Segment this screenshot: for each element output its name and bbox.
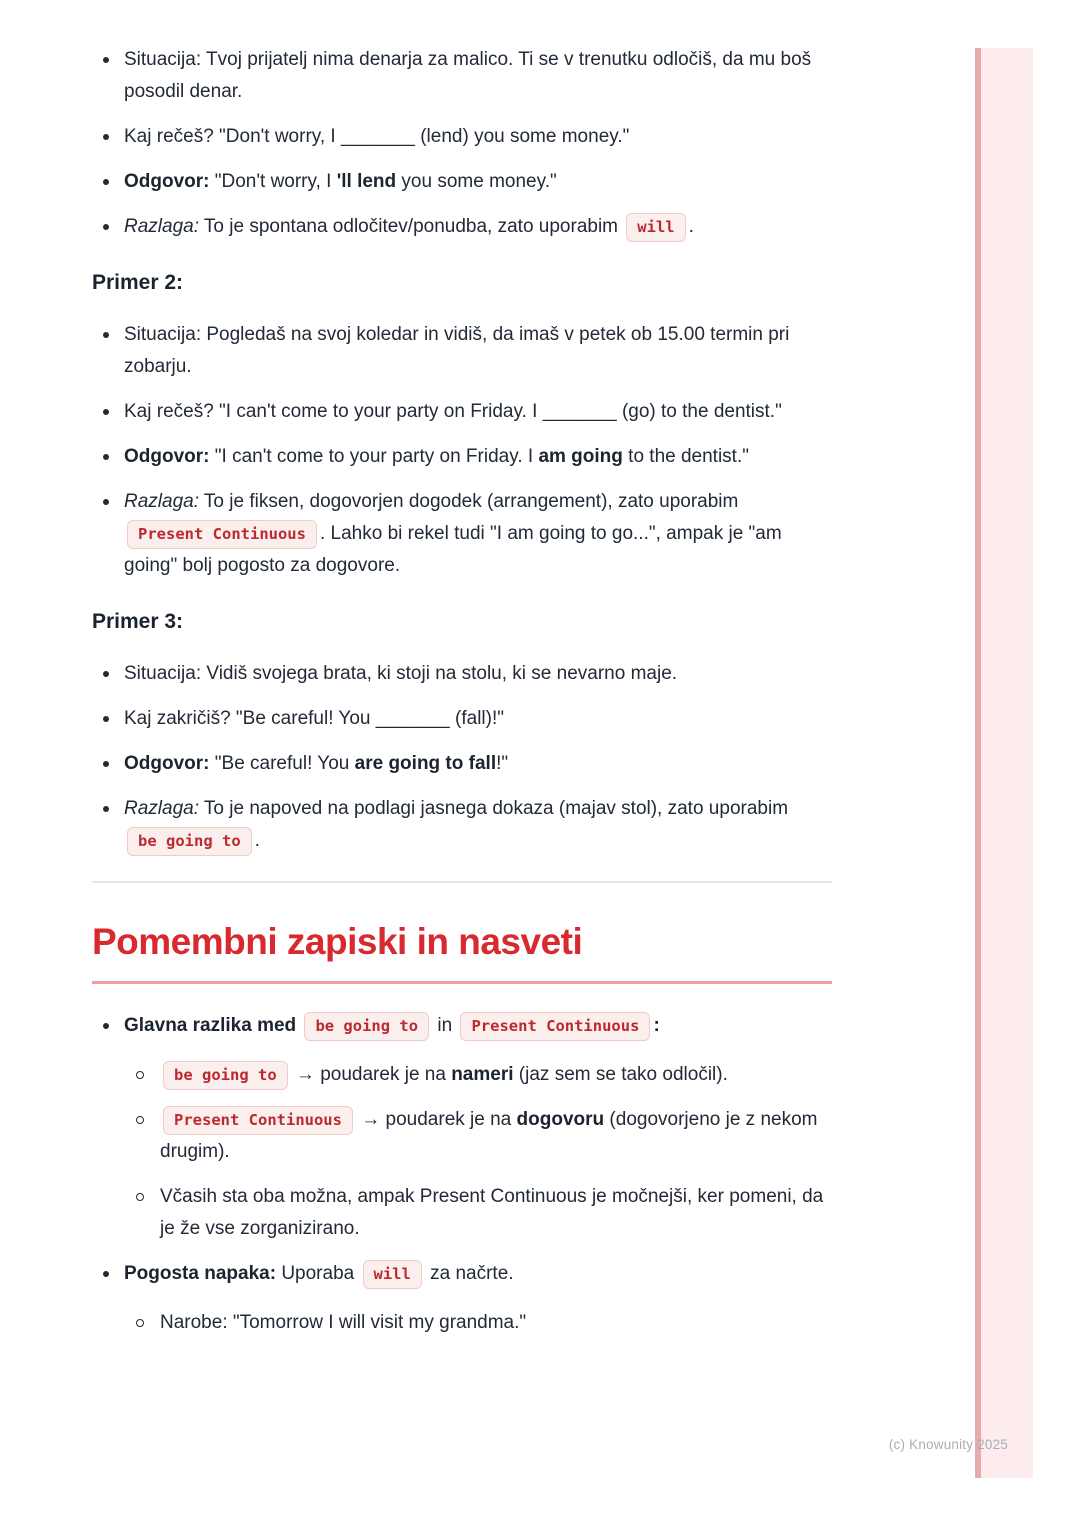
section-heading: Pomembni zapiski in nasveti xyxy=(92,921,583,962)
bullet-list xyxy=(92,658,832,857)
text-run: 'll lend xyxy=(336,171,397,192)
text-run: Uporaba xyxy=(276,1263,360,1284)
code-badge: will xyxy=(363,1260,422,1289)
text-run: "Don't worry, I xyxy=(209,171,337,192)
list-item-text xyxy=(124,396,832,428)
list-item xyxy=(92,703,832,735)
code-badge: be going to xyxy=(304,1012,429,1041)
text-run xyxy=(296,1015,301,1036)
bullet-list xyxy=(92,44,832,243)
list-item xyxy=(92,121,832,153)
text-run: Razlaga: xyxy=(124,798,199,819)
text-run: Pogosta napaka: xyxy=(124,1263,277,1284)
text-run: Narobe: "Tomorrow I will visit my grandma." xyxy=(160,1312,527,1333)
text-run: → poudarek je na xyxy=(290,1064,452,1085)
list-item xyxy=(124,1307,832,1339)
text-run: dogovoru xyxy=(516,1109,605,1130)
text-run: Situacija: Tvoj prijatelj nima denarja za malico. Ti se v trenutku odločiš, da mu boš posodil denar. xyxy=(124,49,812,102)
text-run: Glavna razlika med xyxy=(124,1015,297,1036)
text-run: !" xyxy=(496,753,509,774)
list-item xyxy=(92,486,832,582)
list-item xyxy=(92,441,832,473)
list-item-text xyxy=(124,166,832,198)
list-item-text xyxy=(160,1059,832,1091)
text-run: Situacija: Vidiš svojega brata, ki stoji na stolu, ki se nevarno maje. xyxy=(124,663,678,684)
text-run: Včasih sta oba možna, ampak Present Continuous je močnejši, ker pomeni, da je že vse zorganizirano. xyxy=(160,1186,824,1239)
nested-list xyxy=(124,1307,832,1339)
text-run: (jaz sem se tako odločil). xyxy=(513,1064,728,1085)
list-item xyxy=(124,1059,832,1091)
text-run: nameri xyxy=(451,1064,514,1085)
text-run: To je napoved na podlagi jasnega dokaza (majav stol), zato uporabim xyxy=(199,798,789,819)
list-item-text xyxy=(124,658,832,690)
text-run: (dogovorjeno je z nekom drugim). xyxy=(160,1109,818,1162)
list-item xyxy=(92,44,832,108)
subheading: Primer 2: xyxy=(92,271,184,294)
text-run: To je fiksen, dogovorjen dogodek (arrangement), zato uporabim xyxy=(199,491,739,512)
code-badge: Present Continuous xyxy=(460,1012,650,1041)
list-item-text xyxy=(124,1010,832,1042)
list-item xyxy=(92,793,832,857)
list-item-text xyxy=(160,1181,832,1245)
text-run: are going to fall xyxy=(354,753,497,774)
code-badge: be going to xyxy=(127,827,252,856)
text-run: za načrte. xyxy=(424,1263,514,1284)
text-run: Odgovor: xyxy=(124,446,210,467)
list-item xyxy=(92,748,832,780)
code-badge: will xyxy=(626,213,685,242)
list-item-text xyxy=(160,1104,832,1168)
text-run: Razlaga: xyxy=(124,216,199,237)
text-run: . xyxy=(688,216,694,237)
code-badge: Present Continuous xyxy=(127,520,317,549)
list-item xyxy=(92,166,832,198)
text-run: you some money." xyxy=(396,171,557,192)
section-divider xyxy=(92,881,832,883)
content-column xyxy=(92,44,832,1352)
list-item xyxy=(92,396,832,428)
text-run: Odgovor: xyxy=(124,753,210,774)
text-run: am going xyxy=(538,446,623,467)
code-badge: Present Continuous xyxy=(163,1106,353,1135)
bullet-list xyxy=(92,1010,832,1339)
text-run: "Be careful! You xyxy=(209,753,355,774)
list-item xyxy=(92,658,832,690)
text-run: → poudarek je na xyxy=(355,1109,517,1130)
footer-credit: (c) Knowunity 2025 xyxy=(888,1437,1008,1452)
text-run: to the dentist." xyxy=(622,446,749,467)
text-run: Razlaga: xyxy=(124,491,199,512)
text-run: . Lahko bi rekel tudi "I am going to go...", ampak je "am going" bolj pogosto za dogovore. xyxy=(124,523,782,576)
list-item-text xyxy=(160,1307,832,1339)
list-item-text xyxy=(124,441,832,473)
list-item xyxy=(92,1010,832,1245)
list-item xyxy=(92,211,832,243)
list-item-text xyxy=(124,1258,832,1290)
subheading: Primer 3: xyxy=(92,610,184,633)
list-item-text xyxy=(124,319,832,383)
heading-underline xyxy=(92,981,832,984)
list-item-text xyxy=(124,121,832,153)
text-run: Kaj rečeš? "Don't worry, I _______ (lend) you some money." xyxy=(124,126,630,147)
text-run: Odgovor: xyxy=(124,171,210,192)
text-run: Kaj zakričiš? "Be careful! You _______ (fall)!" xyxy=(124,708,504,729)
list-item-text xyxy=(124,211,832,243)
page-edge-band xyxy=(975,48,1033,1478)
text-run: : xyxy=(653,1015,660,1036)
text-run: "I can't come to your party on Friday. I xyxy=(209,446,539,467)
list-item-text xyxy=(124,793,832,857)
text-run: To je spontana odločitev/ponudba, zato uporabim xyxy=(199,216,624,237)
list-item xyxy=(124,1104,832,1168)
nested-list xyxy=(124,1059,832,1245)
text-run: Situacija: Pogledaš na svoj koledar in vidiš, da imaš v petek ob 15.00 termin pri zobarju. xyxy=(124,324,790,377)
code-badge: be going to xyxy=(163,1061,288,1090)
list-item-text xyxy=(124,486,832,582)
text-run: in xyxy=(432,1015,458,1036)
bullet-list xyxy=(92,319,832,582)
list-item-text xyxy=(124,44,832,108)
list-item xyxy=(92,1258,832,1339)
list-item-text xyxy=(124,748,832,780)
list-item-text xyxy=(124,703,832,735)
text-run: . xyxy=(254,830,260,851)
list-item xyxy=(92,319,832,383)
list-item xyxy=(124,1181,832,1245)
text-run: Kaj rečeš? "I can't come to your party on Friday. I _______ (go) to the dentist." xyxy=(124,401,782,422)
